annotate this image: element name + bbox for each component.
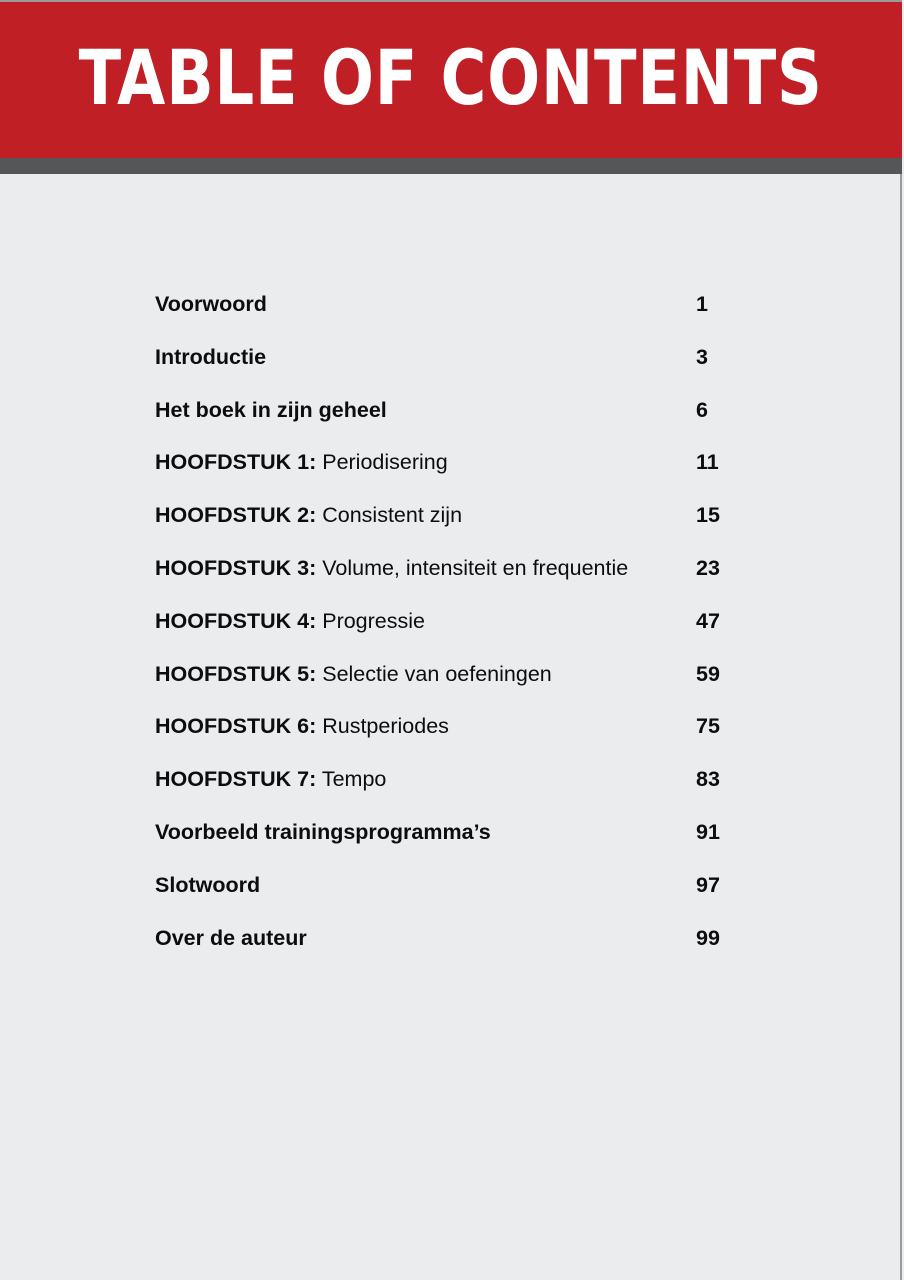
toc-chapter-title: Selectie van oefeningen xyxy=(316,661,552,686)
toc-label: Het boek in zijn geheel xyxy=(155,397,387,422)
toc-entry xyxy=(155,398,387,423)
toc-chapter-label: HOOFDSTUK 6: xyxy=(155,714,317,739)
toc-row[interactable] xyxy=(155,396,755,449)
toc-entry xyxy=(155,926,307,951)
toc-row[interactable] xyxy=(155,554,755,607)
toc-page-number: 23 xyxy=(696,555,720,580)
toc-entry xyxy=(155,345,266,370)
page-title: TABLE OF CONTENTS xyxy=(78,32,824,122)
toc-entry xyxy=(155,292,267,317)
toc-chapter-title: Periodisering xyxy=(316,450,448,475)
toc-entry xyxy=(155,820,491,845)
toc-page-number: 59 xyxy=(696,661,720,686)
toc-row[interactable] xyxy=(155,501,755,554)
toc-chapter-label: HOOFDSTUK 2: xyxy=(155,503,317,528)
toc-chapter-title: Tempo xyxy=(316,767,387,792)
toc-chapter-label: HOOFDSTUK 4: xyxy=(155,608,317,633)
toc-label: Introductie xyxy=(155,344,267,369)
header-band xyxy=(0,2,902,158)
toc-entry xyxy=(155,503,462,528)
toc-row[interactable] xyxy=(155,343,755,396)
toc-row[interactable] xyxy=(155,712,755,765)
toc-page-number: 97 xyxy=(696,872,720,897)
toc-chapter-label: HOOFDSTUK 1: xyxy=(155,450,317,475)
toc-row[interactable] xyxy=(155,818,755,871)
toc-entry xyxy=(155,714,449,739)
toc-label: Slotwoord xyxy=(155,872,261,897)
toc-label: Voorwoord xyxy=(155,292,267,316)
toc-chapter-label: HOOFDSTUK 7: xyxy=(155,767,317,792)
toc-row[interactable] xyxy=(155,448,755,501)
toc-row[interactable] xyxy=(155,607,755,660)
toc-page-number: 15 xyxy=(696,503,720,528)
toc-row[interactable] xyxy=(155,290,755,343)
table-of-contents xyxy=(155,290,755,976)
toc-entry xyxy=(155,767,386,792)
toc-chapter-title: Rustperiodes xyxy=(316,714,449,739)
toc-chapter-title: Volume, intensiteit en frequentie xyxy=(316,555,629,580)
toc-entry xyxy=(155,662,552,687)
toc-page-number: 75 xyxy=(696,714,720,739)
toc-page-number: 83 xyxy=(696,767,720,792)
toc-entry xyxy=(155,873,260,898)
toc-chapter-title: Consistent zijn xyxy=(316,503,463,528)
toc-chapter-title: Progressie xyxy=(316,608,425,633)
header-stripe xyxy=(0,158,902,174)
toc-entry xyxy=(155,609,425,634)
toc-row[interactable] xyxy=(155,924,755,977)
toc-row[interactable] xyxy=(155,871,755,924)
toc-row[interactable] xyxy=(155,660,755,713)
toc-page-number: 91 xyxy=(696,819,720,844)
toc-entry xyxy=(155,556,628,581)
toc-page-number: 99 xyxy=(696,925,720,950)
toc-chapter-label: HOOFDSTUK 3: xyxy=(155,555,317,580)
toc-page-number: 1 xyxy=(696,292,708,316)
toc-page-number: 47 xyxy=(696,608,720,633)
toc-entry xyxy=(155,450,448,475)
toc-label: Voorbeeld trainingsprogramma’s xyxy=(155,819,491,844)
toc-page-number: 3 xyxy=(696,344,708,369)
toc-label: Over de auteur xyxy=(155,925,307,950)
toc-chapter-label: HOOFDSTUK 5: xyxy=(155,661,317,686)
toc-page-number: 11 xyxy=(696,450,719,475)
toc-row[interactable] xyxy=(155,765,755,818)
toc-page-number: 6 xyxy=(696,397,708,422)
